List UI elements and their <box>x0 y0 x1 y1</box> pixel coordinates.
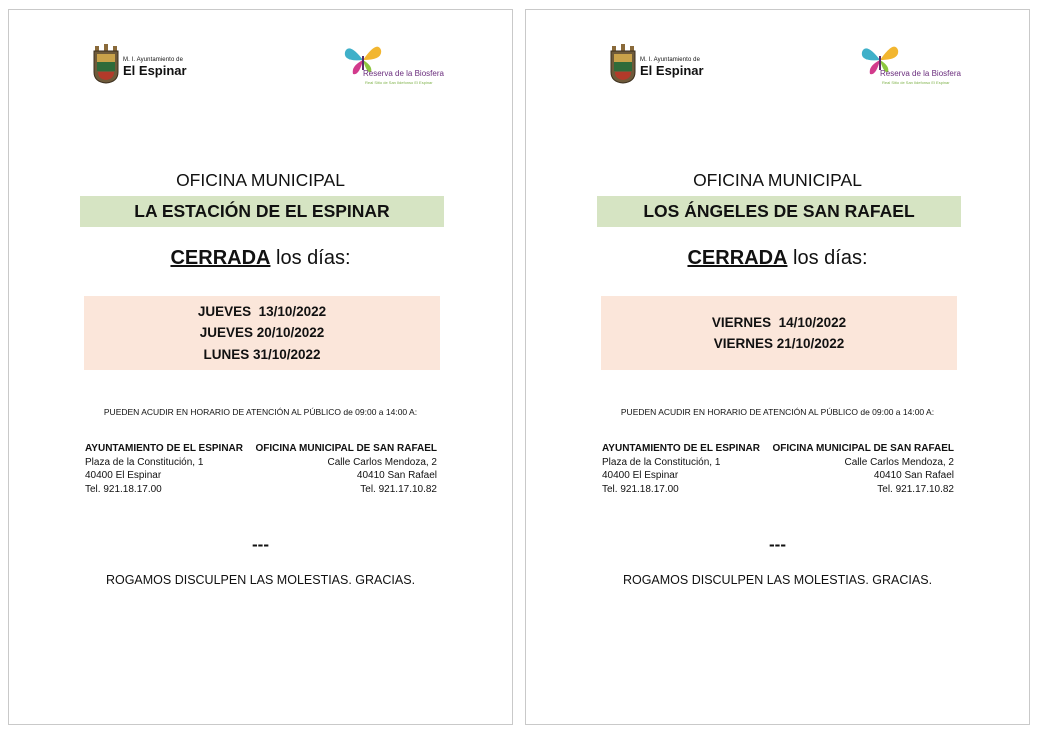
opening-hours-notice: PUEDEN ACUDIR EN HORARIO DE ATENCIÓN AL PÚBLICO de 09:00 a 14:00 A: <box>103 407 418 417</box>
closed-date: JUEVES 13/10/2022 <box>197 303 327 319</box>
address-phone: Tel. 921.18.17.00 <box>85 483 162 495</box>
closed-date: JUEVES 20/10/2022 <box>199 325 325 341</box>
office-name: LOS ÁNGELES DE SAN RAFAEL <box>597 196 961 227</box>
address-title: OFICINA MUNICIPAL DE SAN RAFAEL <box>772 443 954 454</box>
address-street: Calle Carlos Mendoza, 2 <box>844 456 954 468</box>
office-label: OFICINA MUNICIPAL <box>693 170 862 190</box>
address-title: OFICINA MUNICIPAL DE SAN RAFAEL <box>255 443 437 454</box>
separator: --- <box>769 535 786 554</box>
notice-page-san-rafael <box>525 9 1030 725</box>
notice-page-estacion <box>8 9 513 725</box>
address-city: 40400 El Espinar <box>602 470 679 482</box>
address-ayuntamiento <box>602 442 760 496</box>
closed-word: CERRADA <box>687 247 788 269</box>
closed-heading <box>9 247 512 270</box>
separator: --- <box>252 535 269 554</box>
address-title: AYUNTAMIENTO DE EL ESPINAR <box>602 443 760 454</box>
ayuntamiento-subtitle: M. I. Ayuntamiento de <box>640 57 701 63</box>
biosphere-reserve-title: Reserva de la Biosfera <box>880 69 961 78</box>
closing-message: ROGAMOS DISCULPEN LAS MOLESTIAS. GRACIAS. <box>105 573 416 587</box>
office-label: OFICINA MUNICIPAL <box>176 170 345 190</box>
el-espinar-crest-icon <box>93 44 119 84</box>
closed-days-text: los días: <box>787 247 868 269</box>
address-street: Calle Carlos Mendoza, 2 <box>327 456 437 468</box>
address-city: 40410 San Rafael <box>356 470 437 482</box>
closed-word: CERRADA <box>170 247 271 269</box>
closed-dates-box <box>601 296 957 370</box>
address-city: 40400 El Espinar <box>85 470 162 482</box>
closed-days-text: los días: <box>270 247 351 269</box>
closing-message: ROGAMOS DISCULPEN LAS MOLESTIAS. GRACIAS. <box>622 573 933 587</box>
biosphere-reserve-title: Reserva de la Biosfera <box>363 69 444 78</box>
closed-dates-box <box>84 296 440 370</box>
el-espinar-logo-text: El Espinar <box>123 63 187 78</box>
address-title: AYUNTAMIENTO DE EL ESPINAR <box>85 443 243 454</box>
biosphere-reserve-subtitle: Real Sitio de San Ildefonso El Espinar <box>365 80 433 85</box>
address-phone: Tel. 921.17.10.82 <box>877 483 954 495</box>
el-espinar-logo-text: El Espinar <box>640 63 704 78</box>
closed-heading <box>526 247 1029 270</box>
el-espinar-crest-icon <box>610 44 636 84</box>
address-phone: Tel. 921.18.17.00 <box>602 483 679 495</box>
ayuntamiento-subtitle: M. I. Ayuntamiento de <box>123 57 184 63</box>
office-name: LA ESTACIÓN DE EL ESPINAR <box>80 196 444 227</box>
address-city: 40410 San Rafael <box>873 470 954 482</box>
address-san-rafael <box>256 442 437 496</box>
address-street: Plaza de la Constitución, 1 <box>602 456 721 468</box>
closed-date: LUNES 31/10/2022 <box>203 346 321 362</box>
biosphere-reserve-subtitle: Real Sitio de San Ildefonso El Espinar <box>882 80 950 85</box>
closed-date: VIERNES 21/10/2022 <box>713 336 845 351</box>
address-phone: Tel. 921.17.10.82 <box>360 483 437 495</box>
address-street: Plaza de la Constitución, 1 <box>85 456 204 468</box>
address-san-rafael <box>773 442 954 496</box>
address-ayuntamiento <box>85 442 243 496</box>
opening-hours-notice: PUEDEN ACUDIR EN HORARIO DE ATENCIÓN AL PÚBLICO de 09:00 a 14:00 A: <box>620 407 935 417</box>
closed-date: VIERNES 14/10/2022 <box>711 314 847 330</box>
